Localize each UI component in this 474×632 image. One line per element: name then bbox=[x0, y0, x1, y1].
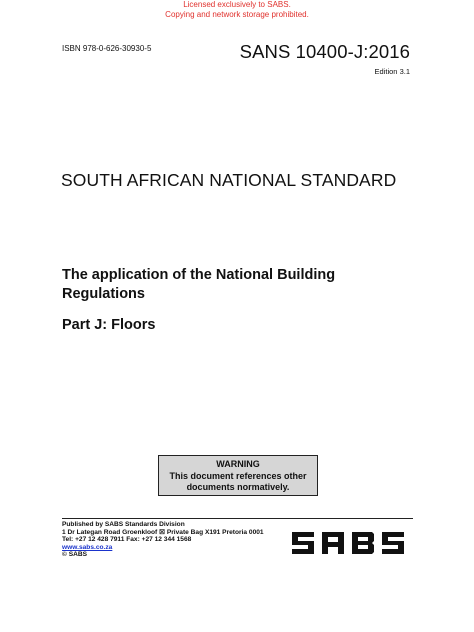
warning-line-2: documents normatively. bbox=[186, 482, 290, 492]
logo-letter-s-2 bbox=[382, 532, 404, 554]
website-link[interactable]: www.sabs.co.za bbox=[62, 543, 113, 551]
publisher-info bbox=[62, 521, 264, 559]
logo-letter-s-1 bbox=[292, 532, 314, 554]
license-notice bbox=[0, 0, 474, 19]
footer-divider bbox=[62, 518, 413, 519]
logo-text: SABS bbox=[290, 527, 293, 528]
isbn-number: ISBN 978-0-626-30930-5 bbox=[62, 44, 152, 53]
publisher-contact: Tel: +27 12 428 7911 Fax: +27 12 344 1568 bbox=[62, 536, 192, 544]
sabs-logo bbox=[290, 527, 410, 559]
edition-label: Edition 3.1 bbox=[374, 67, 410, 76]
warning-heading: WARNING bbox=[216, 459, 260, 469]
title-line-1: The application of the National Building bbox=[62, 267, 336, 283]
document-title bbox=[62, 266, 402, 304]
license-line-1: Licensed exclusively to SABS. bbox=[183, 0, 291, 9]
logo-letter-b bbox=[352, 532, 374, 554]
copyright-notice: © SABS bbox=[62, 551, 88, 559]
publisher-address: 1 Dr Lategan Road Groenkloof ☒ Private Bag X191 Pretoria 0001 bbox=[62, 528, 264, 536]
logo-letter-a bbox=[322, 532, 344, 554]
national-standard-heading: SOUTH AFRICAN NATIONAL STANDARD bbox=[61, 170, 397, 190]
publisher-line-1: Published by SABS Standards Division bbox=[62, 521, 185, 528]
title-line-2: Regulations bbox=[62, 286, 145, 302]
warning-box bbox=[158, 455, 318, 496]
warning-line-1: This document references other bbox=[169, 470, 307, 481]
standard-number: SANS 10400-J:2016 bbox=[239, 41, 410, 62]
license-line-2: Copying and network storage prohibited. bbox=[165, 9, 309, 19]
part-title: Part J: Floors bbox=[62, 317, 156, 333]
